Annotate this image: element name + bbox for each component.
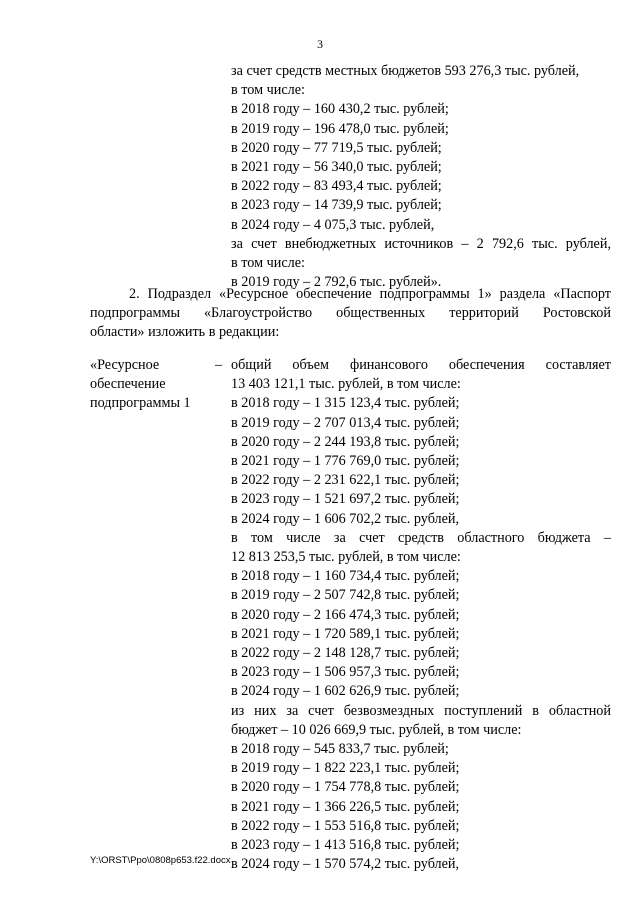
amendment-paragraph [90, 285, 611, 343]
text-line: в 2024 году – 1 606 702,2 тыс. рублей, [231, 510, 460, 527]
label-line: обеспечение [90, 376, 166, 393]
text-line: в 2021 году – 1 366 226,5 тыс. рублей; [231, 798, 460, 815]
text-line: в том числе: [231, 255, 305, 272]
text-line: в 2019 году – 2 507 742,8 тыс. рублей; [231, 587, 460, 604]
local-budget-funding-block [231, 62, 611, 292]
text-line: в 2020 году – 2 166 474,3 тыс. рублей; [231, 606, 460, 623]
text-line: в 2020 году – 1 754 778,8 тыс. рублей; [231, 779, 460, 796]
text-line: в 2019 году – 1 822 223,1 тыс. рублей; [231, 760, 460, 777]
text-line: в 2021 году – 1 720 589,1 тыс. рублей; [231, 625, 460, 642]
text-line: в 2023 году – 1 413 516,8 тыс. рублей; [231, 837, 460, 854]
resource-label [90, 356, 222, 414]
text-line: бюджет – 10 026 669,9 тыс. рублей, в том числе: [231, 721, 522, 738]
text-line: в 2022 году – 1 553 516,8 тыс. рублей; [231, 817, 460, 834]
paragraph-line: области» изложить в редакции: [90, 324, 280, 341]
label-line: подпрограммы 1 [90, 395, 191, 412]
footer-file-path: Y:\ORST\Ppo\0808p653.f22.docx [90, 855, 231, 866]
text-line: в 2024 году – 4 075,3 тыс. рублей, [231, 216, 435, 233]
text-line: из них за счет безвозмездных поступлений в областной [231, 702, 611, 719]
label-dash: – [215, 357, 223, 373]
text-line: в 2024 году – 1 602 626,9 тыс. рублей; [231, 683, 460, 700]
text-line: в 2018 году – 1 315 123,4 тыс. рублей; [231, 395, 460, 412]
text-line: в 2022 году – 83 493,4 тыс. рублей; [231, 178, 442, 195]
text-line: в 2019 году – 196 478,0 тыс. рублей; [231, 120, 449, 137]
text-line: в 2021 году – 56 340,0 тыс. рублей; [231, 159, 442, 176]
text-line: в 2018 году – 1 160 734,4 тыс. рублей; [231, 568, 460, 585]
text-line: 13 403 121,1 тыс. рублей, в том числе: [231, 376, 461, 393]
text-line: в том числе: [231, 82, 305, 99]
text-line: в 2023 году – 1 521 697,2 тыс. рублей; [231, 491, 460, 508]
text-line: за счет внебюджетных источников – 2 792,6 тыс. рублей, [231, 235, 611, 252]
text-line: в 2023 году – 14 739,9 тыс. рублей; [231, 197, 442, 214]
text-line: в 2019 году – 2 792,6 тыс. рублей». [231, 274, 442, 291]
text-line: 12 813 253,5 тыс. рублей, в том числе: [231, 549, 461, 566]
text-line: в 2018 году – 160 430,2 тыс. рублей; [231, 101, 449, 118]
text-line: общий объем финансового обеспечения составляет [231, 357, 611, 373]
text-line: в 2020 году – 2 244 193,8 тыс. рублей; [231, 433, 460, 450]
text-line: в 2021 году – 1 776 769,0 тыс. рублей; [231, 453, 460, 470]
paragraph-line: 2. Подраздел «Ресурсное обеспечение подпрограммы 1» раздела «Паспорт [129, 286, 611, 302]
text-line: за счет средств местных бюджетов 593 276,3 тыс. рублей, [231, 63, 580, 79]
text-line: в 2020 году – 77 719,5 тыс. рублей; [231, 139, 442, 156]
resource-funding-block [231, 356, 611, 874]
text-line: в 2019 году – 2 707 013,4 тыс. рублей; [231, 414, 460, 431]
label-line: «Ресурсное [90, 357, 160, 373]
text-line: в том числе за счет средств областного бюджета – [231, 529, 611, 546]
page-number: 3 [317, 37, 323, 51]
text-line: в 2022 году – 2 148 128,7 тыс. рублей; [231, 645, 460, 662]
text-line: в 2022 году – 2 231 622,1 тыс. рублей; [231, 472, 460, 489]
text-line: в 2024 году – 1 570 574,2 тыс. рублей, [231, 856, 460, 873]
text-line: в 2023 году – 1 506 957,3 тыс. рублей; [231, 664, 460, 681]
text-line: в 2018 году – 545 833,7 тыс. рублей; [231, 741, 449, 758]
paragraph-line: подпрограммы «Благоустройство общественных территорий Ростовской [90, 305, 611, 322]
